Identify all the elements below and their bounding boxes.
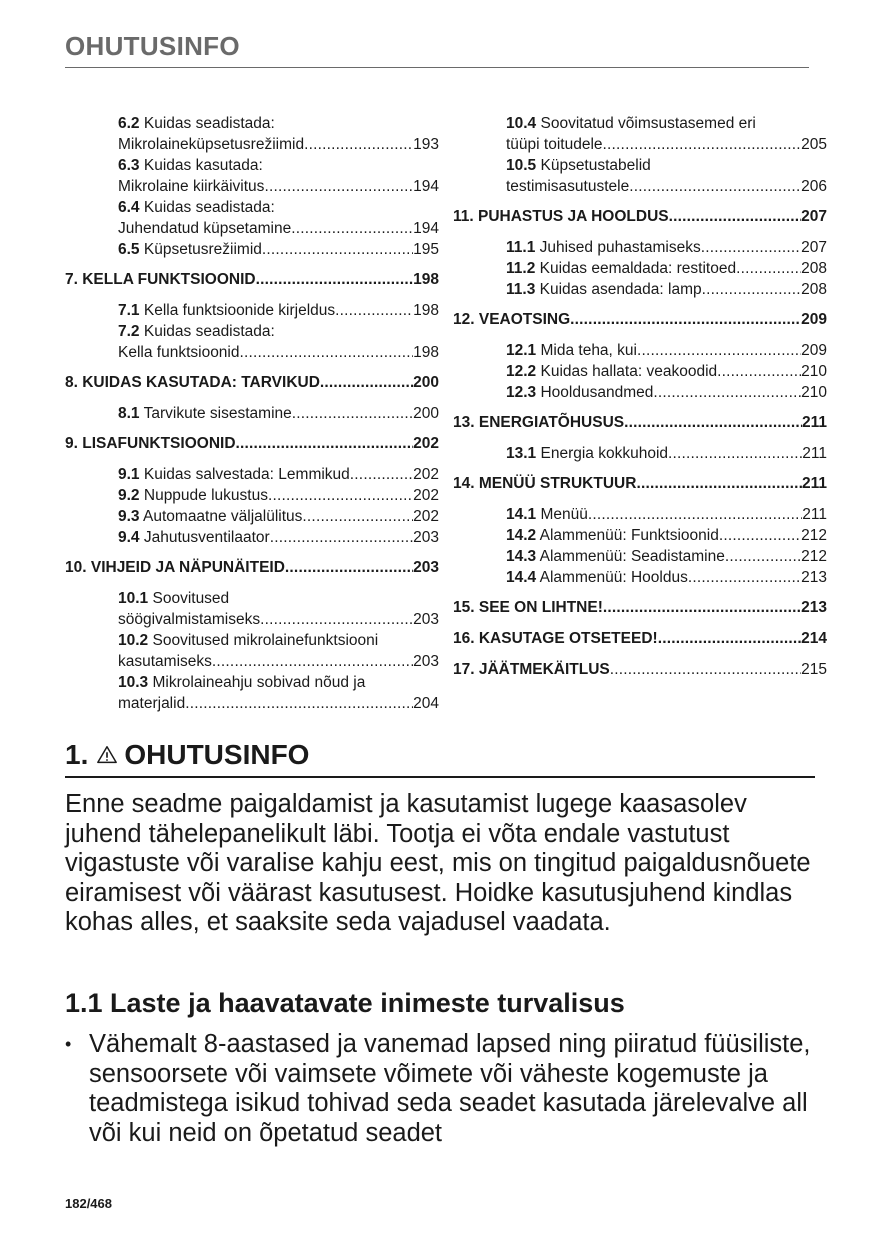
toc-page-number[interactable]: 209 (801, 311, 827, 328)
toc-sub-entry[interactable] (453, 113, 827, 155)
toc-leader (304, 134, 413, 155)
toc-sub-label (506, 546, 725, 567)
toc-chapter-title[interactable]: 17. JÄÄTMEKÄITLUS (453, 661, 610, 678)
toc-right-column (453, 113, 827, 690)
toc-sub-text[interactable]: Kella funktsioonid (118, 344, 240, 361)
toc-sub-number[interactable]: 14.4 (506, 569, 537, 586)
toc-leader (302, 506, 413, 527)
toc-sub-number[interactable]: 9.2 (118, 487, 140, 504)
toc-leader (185, 693, 413, 714)
toc-sub-label (506, 525, 719, 546)
toc-sub-entry[interactable] (65, 155, 439, 197)
toc-sub-text[interactable]: söögivalmistamiseks (118, 611, 261, 628)
toc-leader (264, 176, 413, 197)
section-title: OHUTUSINFO (124, 739, 310, 770)
toc-sub-line (118, 197, 439, 218)
toc-sub-label (506, 504, 588, 525)
toc-sub-text[interactable]: Tarvikute sisestamine (143, 405, 292, 422)
toc-sub-text[interactable]: Kuidas hallata: veakoodid (540, 363, 718, 380)
toc-sub-entry[interactable] (453, 567, 827, 588)
toc-page-number[interactable]: 207 (801, 239, 827, 256)
toc-sub-number[interactable]: 12.2 (506, 363, 537, 380)
toc-sub-label (506, 382, 653, 403)
toc-leader (291, 218, 413, 239)
toc-chapter-title[interactable]: 15. SEE ON LIHTNE! (453, 599, 603, 616)
toc-sub-entry[interactable] (453, 279, 827, 300)
toc-sub-line (118, 321, 439, 342)
toc-sub-line (506, 546, 827, 567)
toc-sub-line (506, 237, 827, 258)
toc-leader (260, 609, 413, 630)
toc-sub-entry[interactable] (65, 672, 439, 714)
toc-sub-entry[interactable] (65, 197, 439, 239)
toc-leader (637, 340, 801, 361)
toc-sub-entry[interactable] (453, 258, 827, 279)
toc-left-column (65, 113, 439, 714)
toc-sub-line (118, 506, 439, 527)
toc-sub-text[interactable]: Mikrolaineküpsetusrežiimid (118, 136, 305, 153)
toc-sub-text[interactable]: Energia kokkuhoid (540, 445, 669, 462)
toc-leader (669, 206, 802, 227)
warning-triangle-icon (96, 744, 118, 766)
toc-sub-number[interactable]: 7.2 (118, 323, 140, 340)
toc-sub-text[interactable]: Kuidas kasutada: (143, 157, 263, 174)
toc-chapter-title[interactable]: 14. MENÜÜ STRUKTUUR (453, 475, 637, 492)
toc-sub-line (118, 403, 439, 424)
toc-sub-number[interactable]: 14.1 (506, 506, 537, 523)
toc-page-number[interactable]: 202 (413, 466, 439, 483)
toc-page-number[interactable]: 203 (413, 653, 439, 670)
toc-page-number[interactable]: 208 (801, 260, 827, 277)
toc-sub-text[interactable]: Soovitused (152, 590, 230, 607)
toc-leader (653, 382, 801, 403)
toc-sub-last-line (118, 342, 439, 363)
toc-sub-line (506, 361, 827, 382)
toc-sub-entry[interactable] (453, 237, 827, 258)
toc-sub-entry[interactable] (453, 443, 827, 464)
toc-sub-line (506, 504, 827, 525)
toc-page-number[interactable]: 209 (801, 342, 827, 359)
toc-page-number[interactable]: 211 (801, 414, 827, 431)
bullet-icon: • (65, 1034, 72, 1054)
toc-page-number[interactable]: 207 (801, 208, 827, 225)
toc-page-number[interactable]: 215 (801, 661, 827, 678)
toc-sub-number[interactable]: 6.5 (118, 241, 140, 258)
list-item (65, 1030, 825, 1148)
toc-page-number[interactable]: 202 (413, 487, 439, 504)
toc-sub-number[interactable]: 9.1 (118, 466, 140, 483)
toc-page-number[interactable]: 194 (413, 178, 439, 195)
toc-sub-entry[interactable] (453, 361, 827, 382)
toc-leader (236, 433, 414, 454)
toc-sub-number[interactable]: 12.1 (506, 342, 537, 359)
toc-sub-last-line (118, 176, 439, 197)
toc-sub-entry[interactable] (65, 527, 439, 548)
toc-sub-number[interactable]: 14.2 (506, 527, 537, 544)
toc-sub-text[interactable]: Alammenüü: Seadistamine (539, 548, 725, 565)
toc-page-number[interactable]: 210 (801, 363, 827, 380)
toc-page-number[interactable]: 202 (413, 508, 439, 525)
toc-leader (719, 525, 801, 546)
toc-leader (658, 628, 801, 649)
toc-chapter-title[interactable]: 8. KUIDAS KASUTADA: TARVIKUD (65, 374, 320, 391)
toc-sub-number[interactable]: 10.1 (118, 590, 149, 607)
toc-sub-label (118, 300, 335, 321)
toc-leader (240, 342, 414, 363)
toc-leader (603, 134, 802, 155)
toc-leader (262, 239, 413, 260)
toc-sub-line (118, 588, 439, 609)
toc-chapter-entry[interactable] (65, 269, 439, 290)
toc-sub-entry[interactable] (453, 340, 827, 361)
page-number: 182/468 (65, 1196, 112, 1211)
toc-sub-entry[interactable] (65, 403, 439, 424)
section-heading (65, 737, 815, 778)
toc-sub-label (118, 464, 350, 485)
toc-sub-line (118, 300, 439, 321)
toc-sub-line (118, 630, 439, 651)
toc-sub-line (118, 155, 439, 176)
toc-sub-entry[interactable] (453, 504, 827, 525)
toc-leader (588, 504, 802, 525)
toc-chapter-entry[interactable] (453, 628, 827, 649)
toc-leader (636, 473, 802, 494)
toc-sub-entry[interactable] (65, 321, 439, 363)
toc-sub-text[interactable]: tüüpi toitudele (506, 136, 603, 153)
toc-page-number[interactable]: 198 (413, 344, 439, 361)
toc-page-number[interactable]: 203 (413, 611, 439, 628)
toc-sub-text[interactable]: Jahutusventilaator (143, 529, 270, 546)
toc-page-number[interactable]: 194 (413, 220, 439, 237)
toc-leader (702, 279, 801, 300)
toc-sub-text[interactable]: Nuppude lukustus (143, 487, 268, 504)
toc-sub-number[interactable]: 9.4 (118, 529, 140, 546)
toc-sub-number[interactable]: 6.2 (118, 115, 140, 132)
toc-chapter-title[interactable]: 16. KASUTAGE OTSETEED! (453, 630, 658, 647)
toc-sub-text[interactable]: Mida teha, kui (540, 342, 637, 359)
toc-sub-last-line (118, 218, 439, 239)
toc-sub-last-line (506, 134, 827, 155)
toc-page-number[interactable]: 213 (801, 599, 827, 616)
toc-sub-number[interactable]: 11.1 (506, 239, 536, 256)
toc-sub-text[interactable]: Kuidas seadistada: (143, 115, 275, 132)
toc-sub-line (118, 672, 439, 693)
toc-leader (256, 269, 414, 290)
toc-sub-last-line (118, 651, 439, 672)
toc-page-number[interactable]: 214 (801, 630, 827, 647)
running-header-title: OHUTUSINFO (65, 31, 240, 61)
toc-chapter-title[interactable]: 12. VEAOTSING (453, 311, 571, 328)
toc-chapter-entry[interactable] (453, 412, 827, 433)
toc-sub-number[interactable]: 11.3 (506, 281, 536, 298)
toc-page-number[interactable]: 203 (413, 529, 439, 546)
toc-leader (629, 176, 801, 197)
toc-sub-text[interactable]: Juhised puhastamiseks (539, 239, 701, 256)
toc-leader (717, 361, 801, 382)
intro-paragraph: Enne seadme paigaldamist ja kasutamist lugege kaasasolev juhend tähelepanelikult läbi. Tootja ei võta endale vastutust vigastuste või varalise kahju eest, mis on tingitud paigaldusnõuete eiramisest või väärast kasutusest. Hoidke kasutusjuhend kindlas kohas alles, et saaksite seda vajadusel vaadata. (65, 790, 811, 936)
toc-sub-text[interactable]: Alammenüü: Hooldus (539, 569, 688, 586)
toc-sub-number[interactable]: 10.5 (506, 157, 537, 174)
toc-sub-text[interactable]: Mikrolaine kiirkäivitus (118, 178, 265, 195)
toc-sub-entry[interactable] (65, 239, 439, 260)
toc-chapter-title[interactable]: 7. KELLA FUNKTSIOONID (65, 271, 256, 288)
toc-chapter-entry[interactable] (453, 473, 827, 494)
toc-sub-number[interactable]: 8.1 (118, 405, 140, 422)
toc-sub-label (118, 527, 270, 548)
toc-page-number[interactable]: 206 (801, 178, 827, 195)
toc-sub-line (118, 464, 439, 485)
toc-sub-text[interactable]: Kuidas asendada: lamp (539, 281, 702, 298)
toc-sub-entry[interactable] (65, 113, 439, 155)
toc-chapter-entry[interactable] (453, 597, 827, 618)
toc-sub-entry[interactable] (65, 464, 439, 485)
toc-page-number[interactable]: 212 (801, 548, 827, 565)
bullet-text: Vähemalt 8-aastased ja vanemad lapsed ning piiratud füüsiliste, sensoorsete või vaimsete võimete või väheste kogemuste ja teadmistega isikud tohivad seda seadet kasutada järelevalve all või kui neid on õpetatud seadet (89, 1030, 811, 1147)
toc-sub-label (506, 443, 668, 464)
toc-sub-label (118, 403, 292, 424)
toc-sub-text[interactable]: Soovitused mikrolainefunktsiooni (152, 632, 379, 649)
toc-sub-number[interactable]: 10.2 (118, 632, 149, 649)
section-number: 1. (65, 739, 89, 770)
toc-sub-number[interactable]: 6.3 (118, 157, 140, 174)
toc-sub-text[interactable]: Kuidas seadistada: (143, 323, 275, 340)
toc-page-number[interactable]: 200 (413, 405, 439, 422)
toc-sub-text[interactable]: Küpsetustabelid (540, 157, 651, 174)
toc-sub-text[interactable]: Mikrolaineahju sobivad nõud ja (152, 674, 366, 691)
toc-sub-text[interactable]: Küpsetusrežiimid (143, 241, 262, 258)
toc-sub-text[interactable]: Hooldusandmed (540, 384, 654, 401)
toc-sub-entry[interactable] (65, 485, 439, 506)
subsection-heading: 1.1 Laste ja haavatavate inimeste turvalisus (65, 988, 625, 1018)
toc-sub-last-line (506, 176, 827, 197)
toc-leader (701, 237, 801, 258)
toc-leader (570, 309, 801, 330)
toc-sub-label (506, 567, 688, 588)
toc-leader (285, 557, 413, 578)
toc-sub-entry[interactable] (453, 546, 827, 567)
toc-sub-number[interactable]: 10.4 (506, 115, 537, 132)
toc-sub-line (118, 113, 439, 134)
toc-sub-text[interactable]: Automaatne väljalülitus (143, 508, 303, 525)
toc-leader (688, 567, 801, 588)
toc-page-number[interactable]: 198 (413, 271, 439, 288)
toc-leader (725, 546, 801, 567)
toc-leader (292, 403, 413, 424)
toc-sub-line (506, 567, 827, 588)
toc-sub-text[interactable]: testimisasutustele (506, 178, 630, 195)
toc-leader (268, 485, 413, 506)
toc-sub-last-line (118, 609, 439, 630)
toc-sub-line (118, 239, 439, 260)
toc-sub-last-line (118, 134, 439, 155)
toc-sub-text[interactable]: materjalid (118, 695, 186, 712)
toc-page-number[interactable]: 200 (413, 374, 439, 391)
toc-sub-text[interactable]: Juhendatud küpsetamine (118, 220, 292, 237)
toc-sub-entry[interactable] (65, 588, 439, 630)
toc-sub-label (506, 340, 637, 361)
toc-sub-entry[interactable] (65, 630, 439, 672)
toc-chapter-entry[interactable] (65, 557, 439, 578)
toc-sub-label (118, 485, 268, 506)
toc-sub-number[interactable]: 11.2 (506, 260, 536, 277)
header-rule (65, 67, 809, 68)
toc-chapter-title[interactable]: 11. PUHASTUS JA HOOLDUS (453, 208, 669, 225)
toc-page-number[interactable]: 212 (801, 527, 827, 544)
toc-sub-line (118, 485, 439, 506)
toc-leader (320, 372, 413, 393)
toc-page-number[interactable]: 202 (413, 435, 439, 452)
toc-page-number[interactable]: 208 (801, 281, 827, 298)
toc-sub-number[interactable]: 12.3 (506, 384, 537, 401)
toc-sub-number[interactable]: 14.3 (506, 548, 537, 565)
toc-chapter-title[interactable]: 13. ENERGIATÕHUSUS (453, 414, 625, 431)
toc-sub-entry[interactable] (453, 525, 827, 546)
toc-sub-label (506, 361, 717, 382)
toc-page-number[interactable]: 211 (801, 475, 827, 492)
toc-sub-line (506, 258, 827, 279)
toc-sub-text[interactable]: Soovitatud võimsustasemed eri (540, 115, 756, 132)
toc-leader (335, 300, 413, 321)
toc-page-number[interactable]: 211 (802, 445, 827, 462)
toc-page-number[interactable]: 205 (801, 136, 827, 153)
toc-sub-number[interactable]: 10.3 (118, 674, 149, 691)
toc-leader (270, 527, 413, 548)
toc-sub-number[interactable]: 6.4 (118, 199, 140, 216)
toc-sub-text[interactable]: Menüü (540, 506, 588, 523)
toc-sub-text[interactable]: Kella funktsioonide kirjeldus (143, 302, 336, 319)
toc-page-number[interactable]: 193 (413, 136, 439, 153)
toc-sub-line (506, 279, 827, 300)
toc-sub-number[interactable]: 13.1 (506, 445, 537, 462)
toc-chapter-entry[interactable] (65, 433, 439, 454)
toc-sub-entry[interactable] (453, 382, 827, 403)
toc-sub-entry[interactable] (453, 155, 827, 197)
toc-sub-text[interactable]: kasutamiseks (118, 653, 212, 670)
toc-sub-number[interactable]: 7.1 (118, 302, 140, 319)
toc-sub-line (506, 113, 827, 134)
toc-sub-entry[interactable] (65, 300, 439, 321)
toc-leader (668, 443, 802, 464)
toc-leader (624, 412, 802, 433)
toc-sub-number[interactable]: 9.3 (118, 508, 140, 525)
toc-page-number[interactable]: 204 (413, 695, 439, 712)
toc-sub-label (118, 239, 262, 260)
toc-sub-text[interactable]: Kuidas salvestada: Lemmikud (143, 466, 350, 483)
toc-sub-line (506, 525, 827, 546)
toc-sub-line (506, 155, 827, 176)
toc-sub-last-line (118, 693, 439, 714)
toc-sub-label (506, 279, 702, 300)
toc-sub-line (506, 443, 827, 464)
toc-sub-entry[interactable] (65, 506, 439, 527)
toc-chapter-entry[interactable] (65, 372, 439, 393)
toc-page-number[interactable]: 213 (801, 569, 827, 586)
toc-page-number[interactable]: 211 (802, 506, 827, 523)
toc-sub-text[interactable]: Kuidas eemaldada: restitoed (539, 260, 737, 277)
toc-chapter-title[interactable]: 10. VIHJEID JA NÄPUNÄITEID (65, 559, 285, 576)
toc-chapter-entry[interactable] (453, 309, 827, 330)
toc-sub-text[interactable]: Kuidas seadistada: (143, 199, 275, 216)
toc-sub-text[interactable]: Alammenüü: Funktsioonid (539, 527, 719, 544)
toc-leader (736, 258, 801, 279)
toc-sub-line (118, 527, 439, 548)
toc-leader (603, 597, 801, 618)
toc-leader (212, 651, 413, 672)
toc-chapter-entry[interactable] (453, 659, 827, 680)
toc-sub-label (118, 506, 302, 527)
toc-sub-line (506, 382, 827, 403)
toc-sub-label (506, 258, 736, 279)
toc-leader (350, 464, 413, 485)
toc-sub-line (506, 340, 827, 361)
toc-sub-label (506, 237, 701, 258)
toc-chapter-entry[interactable] (453, 206, 827, 227)
toc-page-number[interactable]: 198 (413, 302, 439, 319)
toc-leader (610, 659, 801, 680)
toc-page-number[interactable]: 195 (413, 241, 439, 258)
toc-chapter-title[interactable]: 9. LISAFUNKTSIOONID (65, 435, 236, 452)
toc-page-number[interactable]: 203 (413, 559, 439, 576)
toc-page-number[interactable]: 210 (801, 384, 827, 401)
